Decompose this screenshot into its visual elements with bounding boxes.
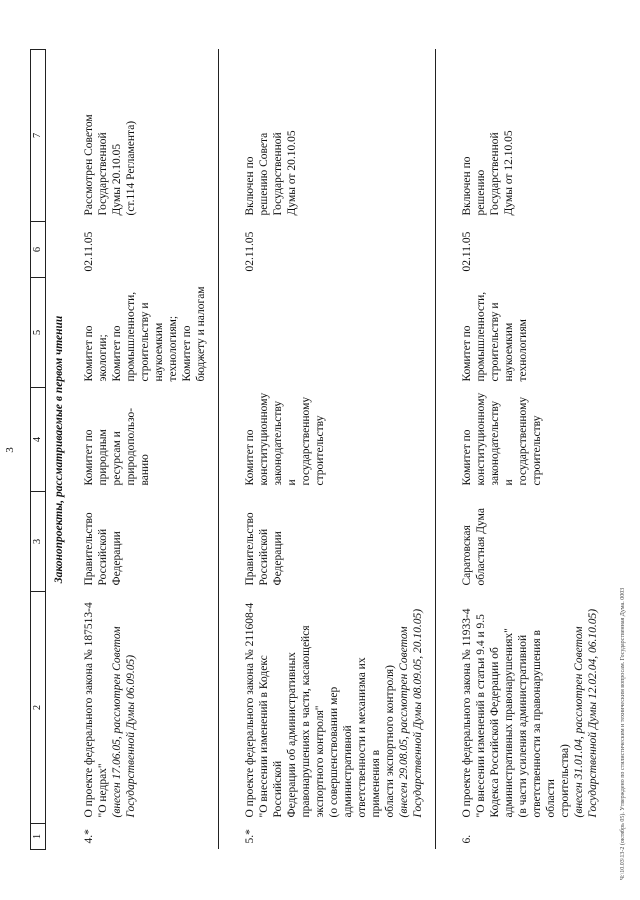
initiator-line: Саратовская <box>461 525 473 586</box>
bill-text-line: административных правонарушениях" <box>503 628 515 818</box>
responsible-line: конституционному <box>475 392 487 486</box>
bill-text-line: О проекте федерального закона № 211608-4 <box>244 602 256 818</box>
co-executor-line: наукоемким <box>153 322 165 382</box>
co-executor-line: Комитет по <box>461 325 473 382</box>
bill-text-line: правонарушениях в части, касающейся <box>300 625 312 818</box>
bill-text-line: ответственности за правонарушения в области <box>531 630 557 818</box>
status-line: Государственной <box>97 132 109 216</box>
bill-text-line: Кодекса Российской Федерации об <box>489 647 501 818</box>
footer-text: Ч:\10.03\13-2 (октябрь 05). Утверждено по стилистическим и техническим вопросам. Государственная Дума. 0003 <box>620 587 626 880</box>
responsible-line: конституционному <box>258 392 270 486</box>
row-separator-line <box>219 50 238 850</box>
bill-note-line: (внесен 29.08.05, рассмотрен Советом <box>398 626 410 818</box>
bill-text-line: строительства) <box>559 744 571 818</box>
co-executor-committees <box>76 278 219 388</box>
responsible-line: законодательству и <box>272 400 298 486</box>
column-number: 5 <box>31 278 46 388</box>
initiator-line: областная Дума <box>475 508 487 586</box>
responsible-committee <box>454 388 610 492</box>
section-row <box>46 50 77 850</box>
bill-note-line: (внесен 17.06.05, рассмотрен Советом <box>111 626 123 818</box>
row-separator <box>219 50 238 850</box>
bill-text-line: (в части усиления административной <box>517 634 529 818</box>
initiator <box>454 492 610 592</box>
consideration-date: 02.11.05 <box>83 231 95 272</box>
status-line: решению <box>475 169 487 216</box>
responsible-line: государственному <box>300 396 312 486</box>
bill-note-line: Государственной Думы 06.09.05) <box>125 654 137 818</box>
responsible-line: природопользо- <box>125 407 137 486</box>
status-line: Рассмотрен Советом <box>83 114 95 216</box>
status-line: Государственной <box>489 132 501 216</box>
initiator <box>76 492 219 592</box>
co-executor-line: строительству и <box>489 302 501 382</box>
table-row <box>76 50 219 850</box>
responsible-line: Комитет по <box>83 429 95 486</box>
bill-text-line: экспортного контроля" <box>314 705 326 818</box>
bill-description <box>454 592 610 824</box>
status-line: решению Совета <box>258 132 270 216</box>
responsible-committee <box>237 388 436 492</box>
co-executor-committees <box>454 278 610 388</box>
status-line: Думы 20.10.05 <box>111 143 123 216</box>
row-number: 5.* <box>244 829 256 844</box>
status <box>454 50 610 222</box>
consideration-date: 02.11.05 <box>244 231 256 272</box>
initiator-line: Федерации <box>111 531 123 586</box>
responsible-line: законодательству и <box>489 400 515 486</box>
column-number-header <box>31 50 46 850</box>
table-body <box>46 50 611 850</box>
co-executor-line: строительству и <box>139 302 151 382</box>
status-line: (ст.114 Регламента) <box>125 120 137 216</box>
co-executor-line: технологиям; <box>167 315 179 382</box>
co-executor-line: Комитет по <box>111 325 123 382</box>
initiator-line: Российской <box>97 528 109 586</box>
initiator <box>237 492 436 592</box>
column-number: 7 <box>31 50 46 222</box>
column-number: 1 <box>31 824 46 850</box>
status-line: Государственной <box>272 132 284 216</box>
status-line: Думы от 20.10.05 <box>286 130 298 216</box>
responsible-line: строительству <box>314 415 326 486</box>
status-line: Включен по <box>244 156 256 216</box>
bill-text-line: "О недрах" <box>97 763 109 818</box>
bill-text-line: О проекте федерального закона № 187513-4 <box>83 602 95 818</box>
row-separator-line <box>436 50 455 850</box>
bill-note-line: Государственной Думы 12.02.04, 06.10.05) <box>587 608 599 818</box>
bill-note-line: (внесен 31.01.04, рассмотрен Советом <box>573 626 585 818</box>
bill-note-line: Государственной Думы 08.09.05, 20.10.05) <box>412 608 424 818</box>
co-executor-line: технологиям <box>517 319 529 382</box>
column-number: 2 <box>31 592 46 824</box>
bill-text-line: "О внесении изменений в статьи 9.4 и 9.5 <box>475 614 487 818</box>
page-number: 3 <box>4 447 16 453</box>
table-row <box>454 50 610 850</box>
row-number: 6. <box>461 834 473 844</box>
row-separator <box>436 50 455 850</box>
responsible-line: строительству <box>531 415 543 486</box>
responsible-committee <box>76 388 219 492</box>
status <box>237 50 436 222</box>
consideration-date: 02.11.05 <box>461 231 473 272</box>
co-executor-line: бюджету и налогам <box>195 286 207 382</box>
section-title: Законопроекты, рассматриваемые в первом чтении <box>53 315 65 584</box>
row-number: 4.* <box>83 829 95 844</box>
status-line: Думы от 12.10.05 <box>503 130 515 216</box>
column-number: 3 <box>31 492 46 592</box>
initiator-line: Российской <box>258 528 270 586</box>
co-executor-committees <box>237 278 436 388</box>
column-number: 6 <box>31 222 46 278</box>
bill-description <box>76 592 219 824</box>
table-row <box>237 50 436 850</box>
responsible-line: Комитет по <box>461 429 473 486</box>
co-executor-line: Комитет по <box>83 325 95 382</box>
bill-description <box>237 592 436 824</box>
co-executor-line: промышленности, <box>125 291 137 382</box>
bill-text-line: области экспортного контроля) <box>384 665 396 818</box>
status-line: Включен по <box>461 156 473 216</box>
status <box>76 50 219 222</box>
responsible-line: природным <box>97 429 109 486</box>
co-executor-line: наукоемким <box>503 322 515 382</box>
co-executor-line: промышленности, <box>475 291 487 382</box>
responsible-line: государственному <box>517 396 529 486</box>
responsible-line: Комитет по <box>244 429 256 486</box>
bill-text-line: "О внесении изменений в Кодекс Российской <box>258 655 284 818</box>
bill-text-line: (о совершенствовании мер административной <box>328 686 354 818</box>
co-executor-line: экологии; <box>97 334 109 382</box>
co-executor-line: Комитет по <box>181 325 193 382</box>
initiator-line: Правительство <box>83 512 95 586</box>
column-number: 4 <box>31 388 46 492</box>
bill-text-line: ответственности и механизма их применения в <box>356 657 382 818</box>
responsible-line: ванию <box>139 454 151 486</box>
initiator-line: Федерации <box>272 531 284 586</box>
responsible-line: ресурсам и <box>111 431 123 486</box>
bills-table <box>30 49 610 850</box>
initiator-line: Правительство <box>244 512 256 586</box>
bill-text-line: Федерации об административных <box>286 652 298 818</box>
bill-text-line: О проекте федерального закона № 11933-4 <box>461 608 473 818</box>
